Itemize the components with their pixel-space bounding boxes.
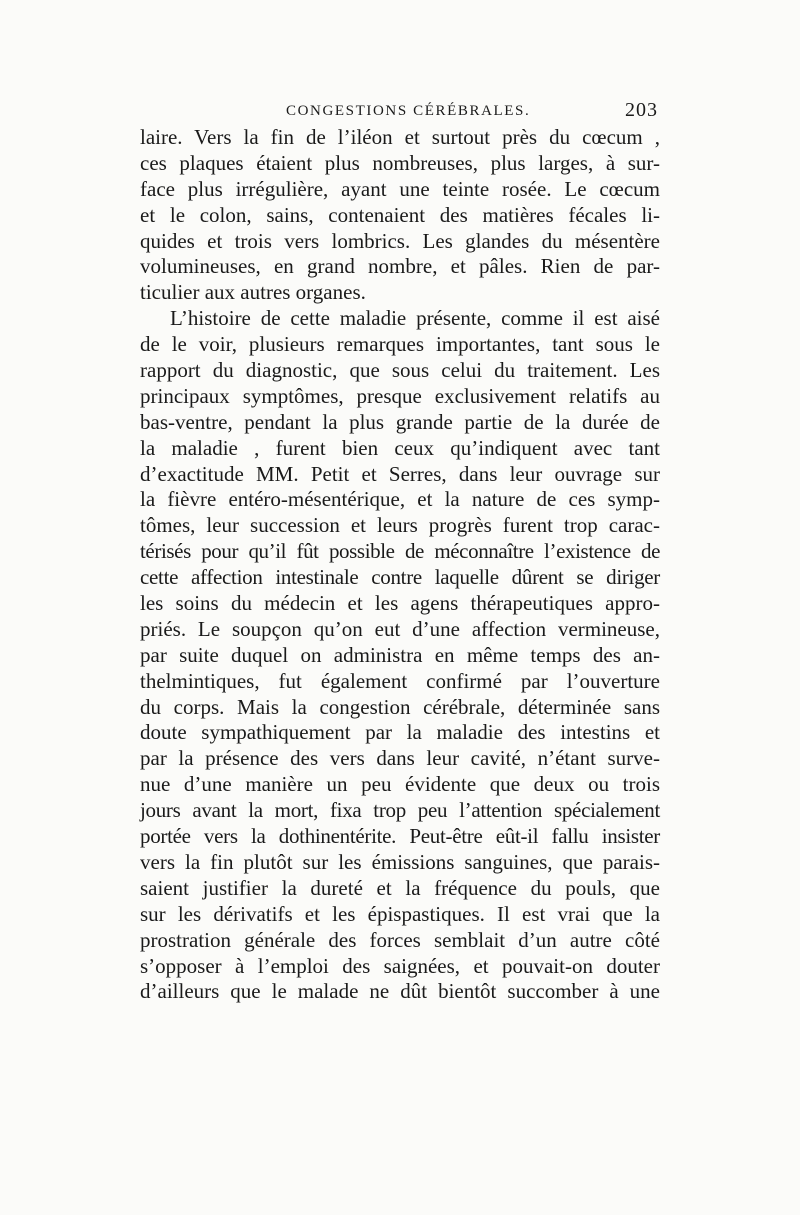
text-line: saient justifier la dureté et la fréquence du pouls, que (140, 875, 660, 900)
text-line: ticulier aux autres organes. (140, 280, 366, 305)
text-line: de le voir, plusieurs remarques importantes, tant sous le (140, 332, 660, 357)
text-line: ces plaques étaient plus nombreuses, plus larges, à sur- (140, 150, 660, 175)
text-line: les soins du médecin et les agens thérapeutiques appro- (140, 591, 660, 616)
text-line: portée vers la dothinentérite. Peut-être eût-il fallu insister (140, 824, 660, 849)
running-title: CONGESTIONS CÉRÉBRALES. (286, 103, 531, 119)
text-line: doute sympathiquement par la maladie des intestins et (140, 720, 660, 745)
text-line: la fièvre entéro-mésentérique, et la nature de ces symp- (140, 487, 660, 512)
text-line: prostration générale des forces semblait d’un autre côté (140, 927, 660, 952)
text-line: volumineuses, en grand nombre, et pâles. Rien de par- (140, 254, 660, 279)
text-line: L’histoire de cette maladie présente, comme il est aisé (170, 306, 660, 331)
text-line: sur les dérivatifs et les épispastiques. Il est vrai que la (140, 901, 660, 926)
text-line: tômes, leur succession et leurs progrès furent trop carac- (140, 513, 660, 538)
text-line: et le colon, sains, contenaient des matières fécales li- (140, 202, 660, 227)
text-line: s’opposer à l’emploi des saignées, et pouvait-on douter (140, 953, 660, 978)
text-line: face plus irrégulière, ayant une teinte rosée. Le cœcum (140, 176, 660, 201)
text-line: priés. Le soupçon qu’on eut d’une affection vermineuse, (140, 616, 660, 641)
text-line: quides et trois vers lombrics. Les glandes du mésentère (140, 228, 660, 253)
text-line: nue d’une manière un peu évidente que deux ou trois (140, 772, 660, 797)
body-text (140, 125, 660, 1005)
text-line: thelmintiques, fut également confirmé par l’ouverture (140, 668, 660, 693)
text-line: laire. Vers la fin de l’iléon et surtout près du cœcum , (140, 125, 660, 149)
text-line: par suite duquel on administra en même temps des an- (140, 642, 660, 667)
text-line: bas-ventre, pendant la plus grande partie de la durée de (140, 409, 660, 434)
text-line: cette affection intestinale contre laquelle dûrent se diriger (140, 565, 660, 590)
page-number: 203 (625, 99, 658, 121)
text-line: du corps. Mais la congestion cérébrale, déterminée sans (140, 694, 660, 719)
text-line: térisés pour qu’il fût possible de méconnaître l’existence de (140, 539, 660, 564)
text-line: la maladie , furent bien ceux qu’indiquent avec tant (140, 435, 660, 460)
page-header (140, 101, 660, 125)
text-line: principaux symptômes, presque exclusivement relatifs au (140, 383, 660, 408)
text-line: rapport du diagnostic, que sous celui du traitement. Les (140, 358, 660, 383)
text-line: par la présence des vers dans leur cavité, n’étant surve- (140, 746, 660, 771)
text-line: d’exactitude MM. Petit et Serres, dans leur ouvrage sur (140, 461, 660, 486)
text-line: vers la fin plutôt sur les émissions sanguines, que parais- (140, 849, 660, 874)
text-line: d’ailleurs que le malade ne dût bientôt succomber à une (140, 979, 660, 1004)
text-line: jours avant la mort, fixa trop peu l’attention spécialement (140, 798, 660, 823)
